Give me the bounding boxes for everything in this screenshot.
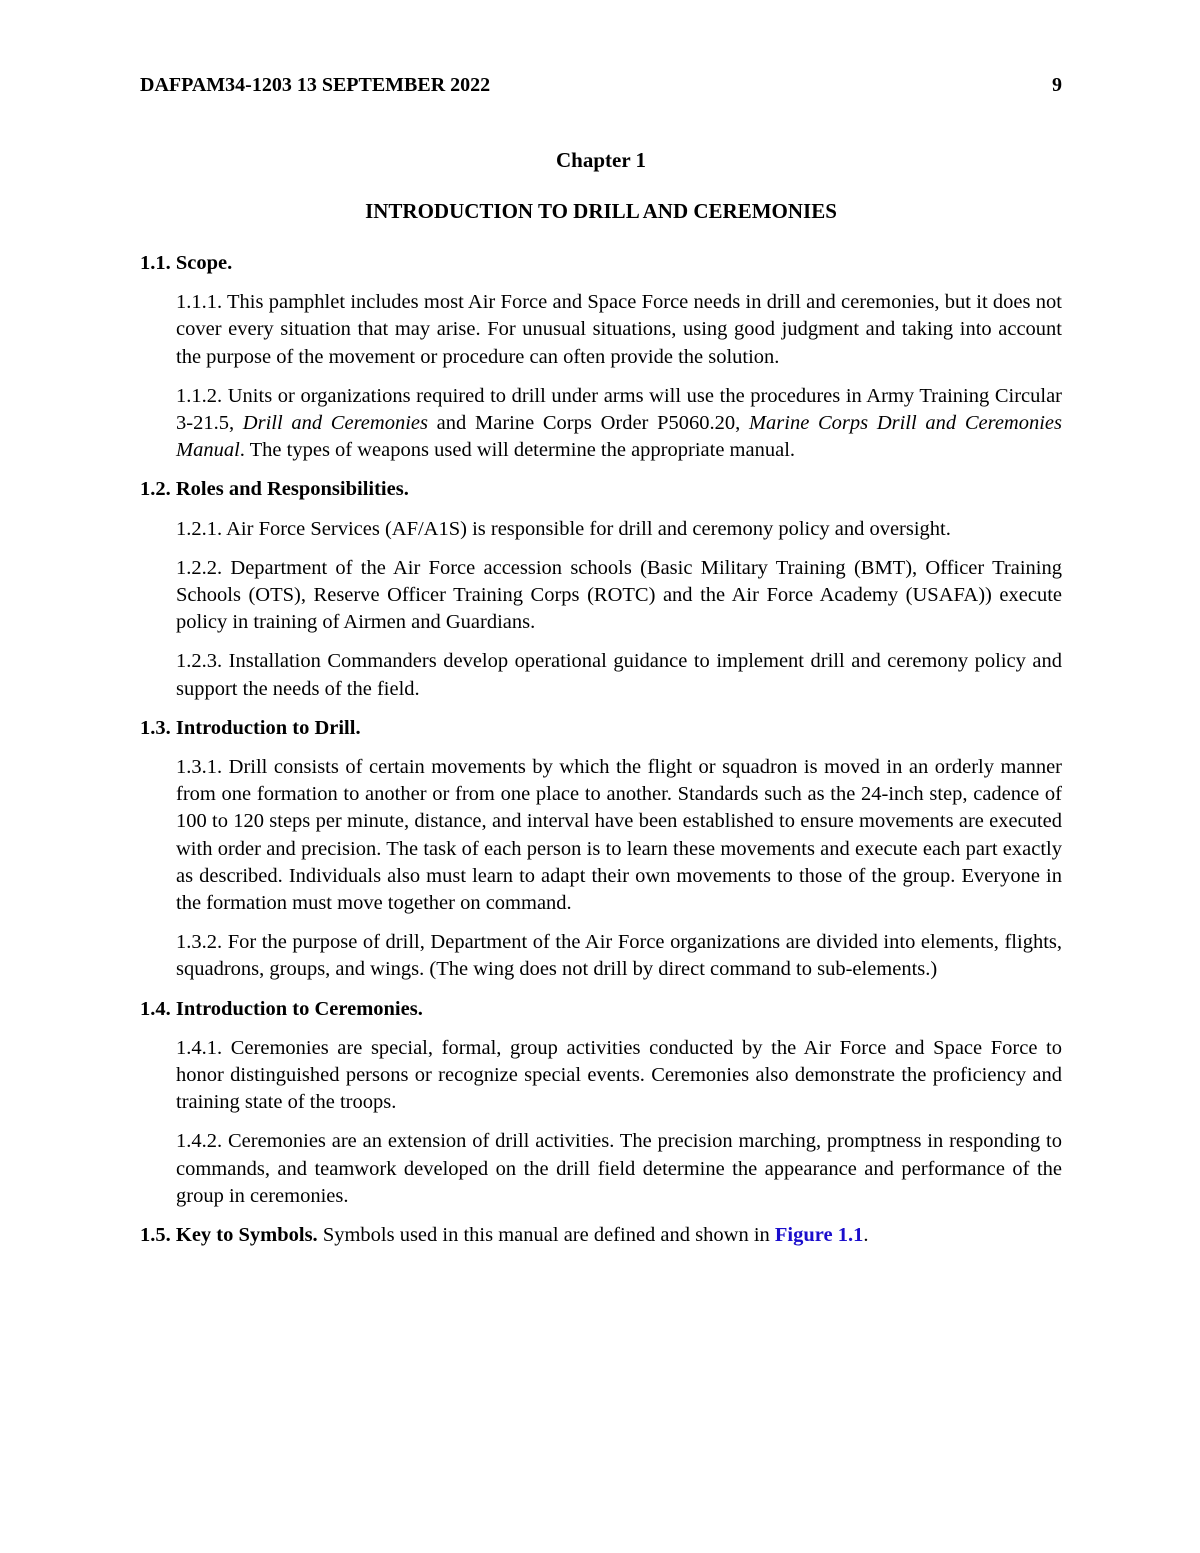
paragraph-1-3-2: 1.3.2. For the purpose of drill, Department of the Air Force organizations are divided into elements, flights, squadrons, groups, and wings. (The wing does not drill by direct command to sub-elements.) xyxy=(176,931,1062,981)
page-number: 9 xyxy=(1052,74,1062,96)
section-1-5 xyxy=(140,1222,1062,1249)
section-heading: 1.1. Scope. xyxy=(140,252,233,274)
chapter-title: INTRODUCTION TO DRILL AND CEREMONIES xyxy=(365,199,837,223)
paragraph-1-1-2 xyxy=(176,383,1062,465)
running-header xyxy=(140,72,1062,98)
paragraph-1-3-1: 1.3.1. Drill consists of certain movements by which the flight or squadron is moved in an orderly manner from one formation to another or from one place to another. Standards such as the 24-inch step, cadence of 100 to 120 steps per minute, distance, and interval have been established to ensure movements are executed with order and precision. The task of each person is to learn these movements and execute each part exactly as described. Individuals also must learn to adapt their own movements to those of the group. Everyone in the formation must move together on command. xyxy=(176,756,1062,915)
section-heading: 1.4. Introduction to Ceremonies. xyxy=(140,997,423,1020)
paragraph-1-1-1: 1.1.1. This pamphlet includes most Air Force and Space Force needs in drill and ceremonies, but it does not cover every situation that may arise. For unusual situations, using good judgment and taking into account the purpose of the movement or procedure can often provide the solution. xyxy=(176,291,1062,368)
document-id: DAFPAM34-1203 13 SEPTEMBER 2022 xyxy=(140,74,491,96)
paragraph-1-4-2: 1.4.2. Ceremonies are an extension of drill activities. The precision marching, promptness in responding to commands, and teamwork developed on the drill field determine the appearance and performance of the group in ceremonies. xyxy=(176,1130,1062,1207)
paragraph-text: . xyxy=(863,1224,869,1247)
section-heading: 1.2. Roles and Responsibilities. xyxy=(140,478,409,501)
section-1-1 xyxy=(140,250,1062,464)
figure-1-1-link[interactable]: Figure 1.1 xyxy=(774,1224,864,1247)
section-1-2 xyxy=(140,476,1062,702)
paragraph-text: and Marine Corps Order P5060.20, xyxy=(427,412,749,435)
section-heading: 1.3. Introduction to Drill. xyxy=(140,716,361,739)
paragraph-1-4-1: 1.4.1. Ceremonies are special, formal, group activities conducted by the Air Force and Space Force to honor distinguished persons or recognize special events. Ceremonies also demonstrate the proficiency and training state of the troops. xyxy=(176,1036,1062,1114)
section-heading: 1.5. Key to Symbols. xyxy=(140,1224,318,1247)
key-to-symbols-line xyxy=(140,1222,1062,1249)
paragraph-1-2-2: 1.2.2. Department of the Air Force accession schools (Basic Military Training (BMT), Officer Training Schools (OTS), Reserve Officer Training Corps (ROTC) and the Air Force Academy (USAFA)) execute policy in training of Airmen and Guardians. xyxy=(176,556,1062,634)
document-body xyxy=(140,250,1062,1249)
paragraph-1-2-1: 1.2.1. Air Force Services (AF/A1S) is responsible for drill and ceremony policy and oversight. xyxy=(176,517,951,540)
paragraph-1-2-3: 1.2.3. Installation Commanders develop operational guidance to implement drill and ceremony policy and support the needs of the field. xyxy=(176,650,1062,700)
paragraph-text: . The types of weapons used will determine the appropriate manual. xyxy=(239,439,796,462)
publication-title: Drill and Ceremonies xyxy=(242,412,428,435)
paragraph-text: 1.1.2. Units or organizations required to drill under arms will use the procedures in Army Training Circular 3-21.5, xyxy=(176,384,1062,435)
paragraph-text: Symbols used in this manual are defined and shown in xyxy=(317,1224,775,1247)
section-1-4 xyxy=(140,996,1062,1210)
section-1-3 xyxy=(140,715,1062,984)
publication-title: Marine Corps Drill and Ceremonies Manual xyxy=(176,412,1063,462)
chapter-label: Chapter 1 xyxy=(555,148,647,172)
